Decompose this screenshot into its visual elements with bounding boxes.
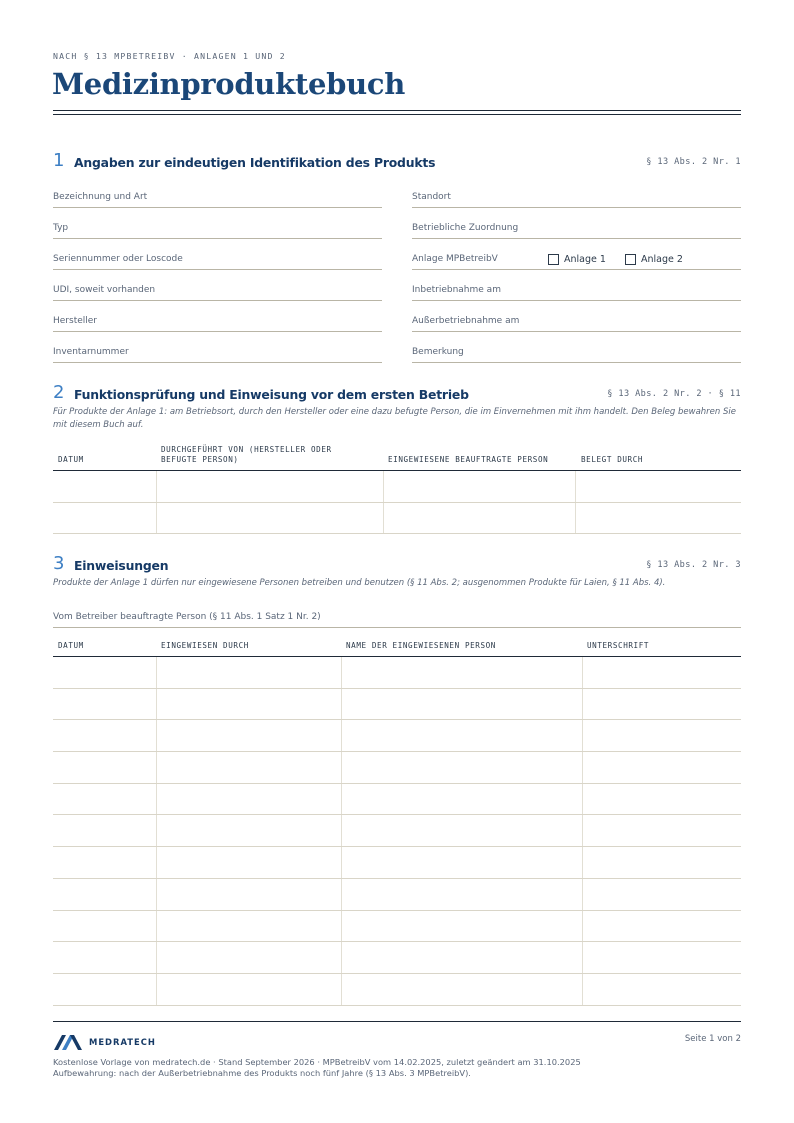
field-inbetriebnahme[interactable] xyxy=(412,282,741,301)
document-kicker: NACH § 13 MPBETREIBV · ANLAGEN 1 UND 2 xyxy=(53,51,286,61)
document-title: Medizinproduktebuch xyxy=(52,67,406,101)
section-3-note: Produkte der Anlage 1 dürfen nur eingewiesene Personen betreiben und benutzen (§ 11 Abs. 2; ausgenommen Produkte für Laien, § 11 Abs. 4). xyxy=(53,578,666,588)
table-header xyxy=(53,637,741,657)
field-label: Anlage MPBetreibV xyxy=(412,254,498,264)
field-label: Bezeichnung und Art xyxy=(53,192,148,202)
section-3-reference: § 13 Abs. 2 Nr. 3 xyxy=(646,560,741,570)
section-3-number: 3 xyxy=(53,553,65,574)
column-header: EINGEWIESENE BEAUFTRAGTE PERSON xyxy=(388,455,549,464)
field-label: Standort xyxy=(412,192,451,202)
field-label: Hersteller xyxy=(53,316,97,326)
checkbox-anlage-2[interactable] xyxy=(625,254,683,265)
field-label: Bemerkung xyxy=(412,347,464,357)
table-body xyxy=(53,657,741,1006)
section-1-number: 1 xyxy=(53,150,65,171)
brand-name: MEDRATECH xyxy=(89,1037,156,1047)
field-label: UDI, soweit vorhanden xyxy=(53,285,156,295)
field-typ[interactable] xyxy=(53,220,382,239)
field-label: Außerbetriebnahme am xyxy=(412,316,520,326)
field-inventarnummer[interactable] xyxy=(53,344,382,363)
table-row[interactable] xyxy=(53,720,741,752)
field-label: Seriennummer oder Loscode xyxy=(53,254,183,264)
field-label: Betriebliche Zuordnung xyxy=(412,223,519,233)
field-zuordnung[interactable] xyxy=(412,220,741,239)
checkbox-anlage-1[interactable] xyxy=(548,254,606,265)
field-ausserbetriebnahme[interactable] xyxy=(412,313,741,332)
field-anlage xyxy=(412,251,741,270)
section-2-header xyxy=(53,382,741,405)
column-header: NAME DER EINGEWIESENEN PERSON xyxy=(346,641,496,650)
footer-rule xyxy=(53,1021,741,1022)
table-funktionspruefung xyxy=(53,440,741,534)
section-2-reference: § 13 Abs. 2 Nr. 2 · § 11 xyxy=(607,389,741,399)
table-row[interactable] xyxy=(53,503,741,535)
field-beauftragte-person[interactable] xyxy=(53,610,741,628)
checkbox-label: Anlage 1 xyxy=(564,254,606,265)
column-header: BELEGT DURCH xyxy=(581,455,644,464)
field-label: Inbetriebnahme am xyxy=(412,285,501,295)
field-label: Typ xyxy=(53,223,69,233)
title-rule-thin xyxy=(53,114,741,115)
checkbox-box[interactable] xyxy=(548,254,559,265)
section-2-number: 2 xyxy=(53,382,65,403)
column-header: DURCHGEFÜHRT VON (HERSTELLER ODER BEFUGTE PERSON) xyxy=(161,445,332,464)
section-3-title: Einweisungen xyxy=(74,558,169,573)
field-standort[interactable] xyxy=(412,189,741,208)
table-row[interactable] xyxy=(53,974,741,1006)
table-einweisungen xyxy=(53,637,741,1006)
field-label: Inventarnummer xyxy=(53,347,129,357)
field-bemerkung[interactable] xyxy=(412,344,741,363)
page-number: Seite 1 von 2 xyxy=(684,1034,741,1044)
medratech-logo-icon xyxy=(53,1032,83,1052)
table-row[interactable] xyxy=(53,911,741,943)
column-header: UNTERSCHRIFT xyxy=(587,641,650,650)
table-header xyxy=(53,440,741,471)
section-2-note: Für Produkte der Anlage 1: am Betriebsort, durch den Hersteller oder eine dazu befugte Person, die im Einvernehmen mit ihm handelt. Den Beleg bewahren Sie mit diesem Buch auf. xyxy=(53,407,736,430)
table-row[interactable] xyxy=(53,784,741,816)
checkbox-label: Anlage 2 xyxy=(641,254,683,265)
field-label: Vom Betreiber beauftragte Person (§ 11 Abs. 1 Satz 1 Nr. 2) xyxy=(53,612,321,622)
column-header: DATUM xyxy=(58,455,84,464)
field-bezeichnung[interactable] xyxy=(53,189,382,208)
field-seriennummer[interactable] xyxy=(53,251,382,270)
field-udi[interactable] xyxy=(53,282,382,301)
footer-note xyxy=(53,1057,581,1079)
checkbox-box[interactable] xyxy=(625,254,636,265)
footer-line-2: Aufbewahrung: nach der Außerbetriebnahme des Produkts noch fünf Jahre (§ 13 Abs. 3 MPBetreibV). xyxy=(53,1068,471,1078)
section-2-title: Funktionsprüfung und Einweisung vor dem ersten Betrieb xyxy=(74,387,469,402)
section-3-header xyxy=(53,553,741,576)
title-rule xyxy=(53,110,741,111)
section-1-header xyxy=(53,150,741,173)
table-row[interactable] xyxy=(53,657,741,689)
table-row[interactable] xyxy=(53,847,741,879)
table-row[interactable] xyxy=(53,752,741,784)
table-row[interactable] xyxy=(53,689,741,721)
column-header: EINGEWIESEN DURCH xyxy=(161,641,249,650)
table-row[interactable] xyxy=(53,815,741,847)
section-1-reference: § 13 Abs. 2 Nr. 1 xyxy=(646,157,741,167)
column-header: DATUM xyxy=(58,641,84,650)
table-row[interactable] xyxy=(53,471,741,503)
field-hersteller[interactable] xyxy=(53,313,382,332)
table-row[interactable] xyxy=(53,942,741,974)
table-row[interactable] xyxy=(53,879,741,911)
section-1-title: Angaben zur eindeutigen Identifikation des Produkts xyxy=(74,155,436,170)
footer-line-1: Kostenlose Vorlage von medratech.de · Stand September 2026 · MPBetreibV vom 14.02.2025, zuletzt geändert am 31.10.2025 xyxy=(53,1057,581,1067)
